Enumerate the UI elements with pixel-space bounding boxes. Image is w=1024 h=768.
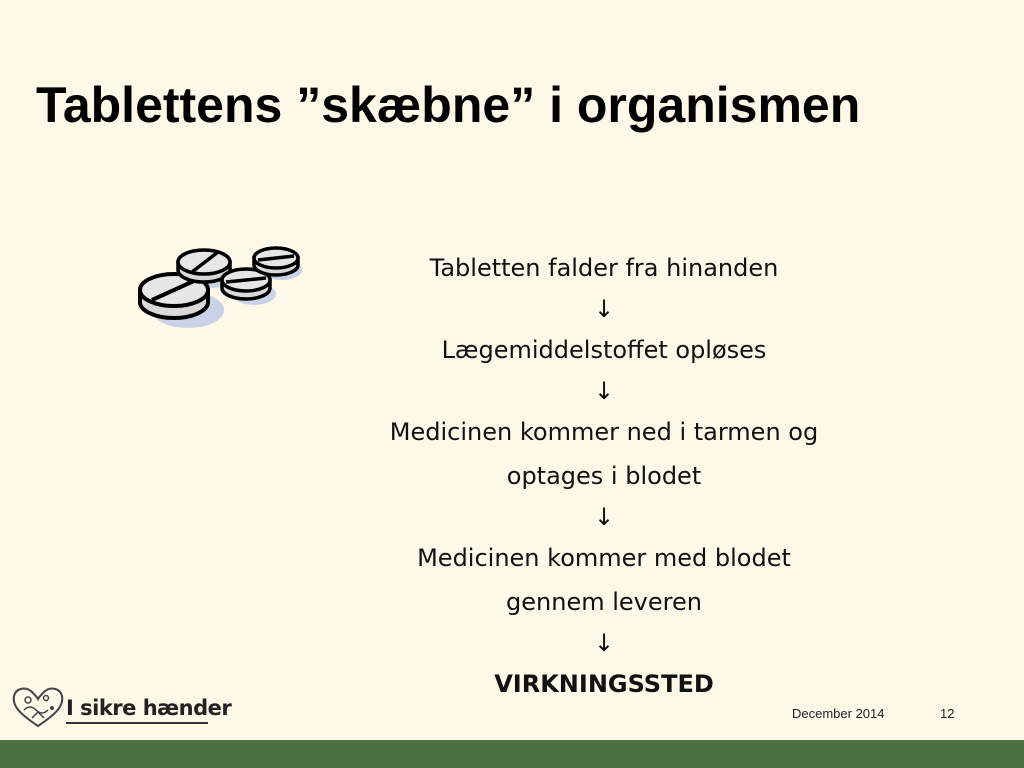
logo-underline [66, 722, 208, 724]
process-flow [300, 246, 908, 706]
step-liver-line1: Medicinen kommer med blodet [417, 544, 791, 572]
bottom-bar [0, 740, 1024, 768]
slide-title: Tablettens ”skæbne” i organismen [36, 77, 861, 133]
arrow-down-icon: ↓ [593, 295, 615, 323]
arrow-down-icon: ↓ [593, 629, 615, 657]
arrow-down-icon: ↓ [593, 377, 615, 405]
logo-text: I sikre hænder [66, 696, 232, 720]
step-intestine-line2: optages i blodet [506, 462, 702, 490]
footer-date: December 2014 [792, 706, 885, 721]
page-number: 12 [940, 706, 955, 721]
step-tablet-breaks: Tabletten falder fra hinanden [429, 254, 779, 282]
step-liver-line2: gennem leveren [506, 588, 702, 616]
pills-icon [130, 240, 310, 340]
step-intestine-line1: Medicinen kommer ned i tarmen og [389, 418, 819, 446]
step-substance-dissolves: Lægemiddelstoffet opløses [441, 336, 767, 364]
heart-logo-icon [8, 682, 68, 732]
step-site-of-action: VIRKNINGSSTED [494, 670, 714, 698]
arrow-down-icon: ↓ [593, 503, 615, 531]
